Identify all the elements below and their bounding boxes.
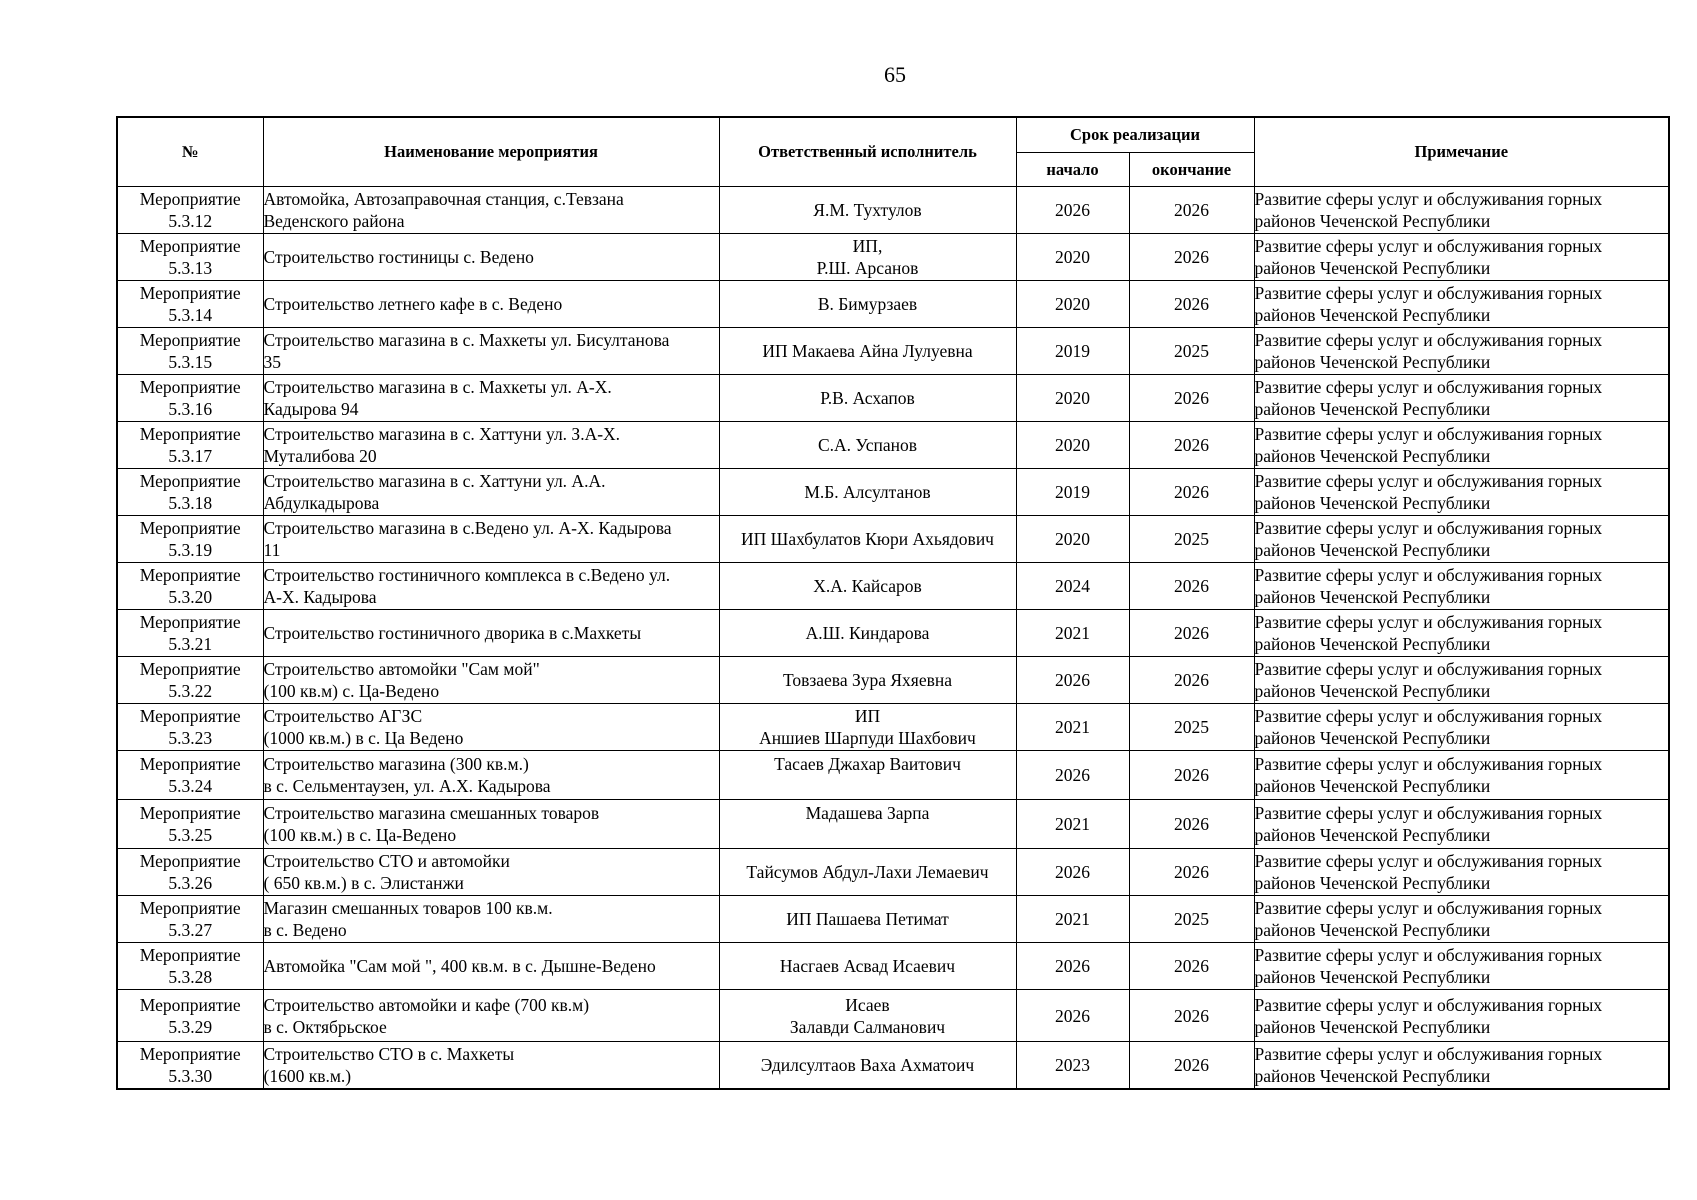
- cell-start-year: 2020: [1016, 516, 1129, 563]
- measure-name-line: Веденского района: [263, 211, 405, 231]
- cell-start-year: 2024: [1016, 563, 1129, 610]
- cell-start-year: 2026: [1016, 990, 1129, 1042]
- note-line: Развитие сферы услуг и обслуживания горных: [1254, 283, 1603, 303]
- measure-number-line: Мероприятие: [139, 565, 241, 585]
- table-row: [117, 375, 1669, 422]
- executor-line: Мадашева Зарпа: [805, 803, 930, 823]
- table-row: [117, 469, 1669, 516]
- executor-line: А.Ш. Киндарова: [805, 623, 930, 643]
- cell-note: [1254, 610, 1669, 657]
- note-line: районов Чеченской Республики: [1254, 873, 1491, 893]
- table-row: [117, 1042, 1669, 1090]
- measure-name-line: Магазин смешанных товаров 100 кв.м.: [263, 898, 553, 918]
- cell-note: [1254, 563, 1669, 610]
- measure-name-line: Кадырова 94: [263, 399, 359, 419]
- cell-end-year: 2026: [1129, 469, 1254, 516]
- table-row: [117, 800, 1669, 849]
- measure-name-line: Строительство АГЗС: [263, 706, 423, 726]
- note-line: районов Чеченской Республики: [1254, 211, 1491, 231]
- measure-name-line: Строительство магазина смешанных товаров: [263, 803, 600, 823]
- cell-measure-name: [263, 469, 719, 516]
- executor-line: Насгаев Асвад Исаевич: [779, 956, 956, 976]
- cell-executor: [719, 896, 1016, 943]
- executor-line: Товзаева Зура Яхяевна: [782, 670, 953, 690]
- measure-name-line: Строительство гостиничного дворика в с.Махкеты: [263, 623, 642, 643]
- table-row: [117, 234, 1669, 281]
- executor-line: С.А. Успанов: [817, 435, 917, 455]
- measure-name-line: Строительство гостиничного комплекса в с.Ведено ул.: [263, 565, 671, 585]
- measure-name-line: Строительство магазина в с. Махкеты ул. Бисултанова: [263, 330, 670, 350]
- cell-start-year: 2021: [1016, 800, 1129, 849]
- header-start: начало: [1016, 153, 1129, 187]
- cell-end-year: 2025: [1129, 704, 1254, 751]
- note-line: Развитие сферы услуг и обслуживания горных: [1254, 659, 1603, 679]
- table-row: [117, 896, 1669, 943]
- cell-note: [1254, 800, 1669, 849]
- cell-start-year: 2020: [1016, 375, 1129, 422]
- cell-number: [117, 751, 263, 800]
- cell-executor: [719, 328, 1016, 375]
- table-row: [117, 990, 1669, 1042]
- measure-number-line: 5.3.25: [168, 825, 213, 845]
- measure-name-line: (100 кв.м) с. Ца-Ведено: [263, 681, 440, 701]
- measure-name-line: Строительство магазина в с. Хаттуни ул. З.А-Х.: [263, 424, 621, 444]
- cell-end-year: 2026: [1129, 849, 1254, 896]
- measure-number-line: Мероприятие: [139, 471, 241, 491]
- table-row: [117, 281, 1669, 328]
- measures-table: [116, 116, 1670, 1090]
- table-row: [117, 943, 1669, 990]
- cell-measure-name: [263, 751, 719, 800]
- cell-executor: [719, 800, 1016, 849]
- cell-note: [1254, 516, 1669, 563]
- cell-number: [117, 849, 263, 896]
- executor-line: Тасаев Джахар Ваитович: [774, 754, 961, 774]
- measure-name-line: Строительство гостиницы с. Ведено: [263, 247, 534, 267]
- measure-number-line: 5.3.14: [168, 305, 213, 325]
- note-line: районов Чеченской Республики: [1254, 399, 1491, 419]
- cell-note: [1254, 281, 1669, 328]
- cell-number: [117, 516, 263, 563]
- measure-name-line: Строительство магазина (300 кв.м.): [263, 754, 529, 774]
- executor-line: М.Б. Алсултанов: [804, 482, 931, 502]
- measure-number-line: 5.3.22: [168, 681, 213, 701]
- executor-line: Аншиев Шарпуди Шахбович: [759, 728, 976, 748]
- cell-end-year: 2026: [1129, 422, 1254, 469]
- note-line: Развитие сферы услуг и обслуживания горных: [1254, 189, 1603, 209]
- page-number: 65: [884, 62, 906, 87]
- table-row: [117, 610, 1669, 657]
- measure-number-line: 5.3.15: [168, 352, 213, 372]
- cell-start-year: 2019: [1016, 469, 1129, 516]
- measure-name-line: ( 650 кв.м.) в с. Элистанжи: [263, 873, 464, 893]
- cell-number: [117, 657, 263, 704]
- cell-start-year: 2020: [1016, 422, 1129, 469]
- note-line: Развитие сферы услуг и обслуживания горных: [1254, 803, 1603, 823]
- cell-executor: [719, 281, 1016, 328]
- cell-end-year: 2026: [1129, 751, 1254, 800]
- cell-executor: [719, 469, 1016, 516]
- cell-note: [1254, 328, 1669, 375]
- cell-start-year: 2026: [1016, 187, 1129, 234]
- cell-note: [1254, 849, 1669, 896]
- measure-name-line: Строительство СТО и автомойки: [263, 851, 510, 871]
- cell-end-year: 2026: [1129, 990, 1254, 1042]
- note-line: районов Чеченской Республики: [1254, 305, 1491, 325]
- cell-number: [117, 896, 263, 943]
- note-line: районов Чеченской Республики: [1254, 634, 1491, 654]
- executor-line: Исаев: [845, 994, 890, 1015]
- executor-line: Р.Ш. Арсанов: [816, 258, 919, 278]
- note-line: районов Чеченской Республики: [1254, 920, 1491, 940]
- cell-measure-name: [263, 849, 719, 896]
- note-line: Развитие сферы услуг и обслуживания горных: [1254, 994, 1603, 1015]
- measure-number-line: Мероприятие: [139, 612, 241, 632]
- executor-line: ИП Макаева Айна Лулуевна: [762, 341, 973, 361]
- measure-name-line: в с. Октябрьское: [263, 1016, 387, 1037]
- cell-number: [117, 1042, 263, 1090]
- cell-start-year: 2026: [1016, 849, 1129, 896]
- measure-name-line: Строительство автомойки "Сам мой": [263, 659, 540, 679]
- header-notes: Примечание: [1254, 117, 1669, 187]
- measure-number-line: Мероприятие: [139, 377, 241, 397]
- measure-name-line: Абдулкадырова: [263, 493, 380, 513]
- executor-line: ИП Шахбулатов Кюри Ахьядович: [741, 529, 994, 549]
- measure-number-line: 5.3.12: [168, 211, 213, 231]
- note-line: Развитие сферы услуг и обслуживания горных: [1254, 945, 1603, 965]
- measure-name-line: Строительство летнего кафе в с. Ведено: [263, 294, 563, 314]
- cell-note: [1254, 375, 1669, 422]
- table-row: [117, 187, 1669, 234]
- note-line: Развитие сферы услуг и обслуживания горных: [1254, 518, 1603, 538]
- table-row: [117, 328, 1669, 375]
- cell-executor: [719, 849, 1016, 896]
- cell-end-year: 2026: [1129, 187, 1254, 234]
- cell-start-year: 2023: [1016, 1042, 1129, 1090]
- measure-name-line: Строительство СТО в с. Махкеты: [263, 1044, 515, 1064]
- measure-name-line: Строительство автомойки и кафе (700 кв.м): [263, 994, 590, 1015]
- measure-number-line: Мероприятие: [139, 1044, 241, 1064]
- cell-end-year: 2026: [1129, 1042, 1254, 1090]
- note-line: Развитие сферы услуг и обслуживания горных: [1254, 754, 1603, 774]
- note-line: Развитие сферы услуг и обслуживания горных: [1254, 612, 1603, 632]
- cell-note: [1254, 187, 1669, 234]
- cell-executor: [719, 563, 1016, 610]
- note-line: районов Чеченской Республики: [1254, 1016, 1491, 1037]
- cell-measure-name: [263, 1042, 719, 1090]
- table-row: [117, 751, 1669, 800]
- measure-number-line: 5.3.17: [168, 446, 213, 466]
- measure-number-line: 5.3.20: [168, 587, 213, 607]
- cell-measure-name: [263, 704, 719, 751]
- header-measure-name: Наименование мероприятия: [263, 117, 719, 187]
- note-line: районов Чеченской Республики: [1254, 446, 1491, 466]
- cell-number: [117, 800, 263, 849]
- cell-measure-name: [263, 422, 719, 469]
- measure-number-line: Мероприятие: [139, 706, 241, 726]
- cell-note: [1254, 234, 1669, 281]
- measure-number-line: 5.3.21: [168, 634, 213, 654]
- cell-measure-name: [263, 943, 719, 990]
- table-row: [117, 563, 1669, 610]
- measure-name-line: (100 кв.м.) в с. Ца-Ведено: [263, 825, 457, 845]
- executor-line: ИП: [854, 706, 881, 726]
- note-line: районов Чеченской Республики: [1254, 1066, 1491, 1086]
- cell-executor: [719, 704, 1016, 751]
- measure-name-line: Строительство магазина в с. Хаттуни ул. А.А.: [263, 471, 606, 491]
- cell-start-year: 2021: [1016, 610, 1129, 657]
- cell-number: [117, 328, 263, 375]
- note-line: районов Чеченской Республики: [1254, 681, 1491, 701]
- cell-measure-name: [263, 800, 719, 849]
- measure-number-line: 5.3.28: [168, 967, 213, 987]
- cell-end-year: 2026: [1129, 800, 1254, 849]
- cell-number: [117, 943, 263, 990]
- cell-end-year: 2026: [1129, 657, 1254, 704]
- cell-note: [1254, 422, 1669, 469]
- note-line: Развитие сферы услуг и обслуживания горных: [1254, 330, 1603, 350]
- measure-number-line: Мероприятие: [139, 236, 241, 256]
- measure-name-line: (1000 кв.м.) в с. Ца Ведено: [263, 728, 464, 748]
- cell-start-year: 2021: [1016, 896, 1129, 943]
- cell-start-year: 2019: [1016, 328, 1129, 375]
- executor-line: В. Бимурзаев: [817, 294, 918, 314]
- note-line: районов Чеченской Республики: [1254, 540, 1491, 560]
- measure-name-line: Муталибова 20: [263, 446, 377, 466]
- table-row: [117, 422, 1669, 469]
- measure-name-line: Автомойка, Автозаправочная станция, с.Тевзана: [263, 189, 624, 209]
- executor-line: Залавди Салманович: [789, 1016, 946, 1037]
- note-line: Развитие сферы услуг и обслуживания горных: [1254, 706, 1603, 726]
- measure-number-line: 5.3.23: [168, 728, 213, 748]
- table-row: [117, 849, 1669, 896]
- table-header-row: [117, 117, 1669, 153]
- table-row: [117, 704, 1669, 751]
- cell-note: [1254, 943, 1669, 990]
- measure-number-line: Мероприятие: [139, 518, 241, 538]
- measure-name-line: 11: [263, 540, 281, 560]
- measure-number-line: 5.3.29: [168, 1016, 213, 1037]
- cell-note: [1254, 657, 1669, 704]
- executor-line: Эдилсултаов Ваха Ахматоич: [760, 1055, 975, 1075]
- measure-number-line: Мероприятие: [139, 754, 241, 774]
- cell-end-year: 2026: [1129, 281, 1254, 328]
- executor-line: ИП Пашаева Петимат: [786, 909, 949, 929]
- cell-end-year: 2026: [1129, 943, 1254, 990]
- measure-number-line: Мероприятие: [139, 189, 241, 209]
- cell-start-year: 2020: [1016, 234, 1129, 281]
- executor-line: Я.М. Тухтулов: [813, 200, 922, 220]
- cell-executor: [719, 943, 1016, 990]
- cell-number: [117, 375, 263, 422]
- cell-executor: [719, 234, 1016, 281]
- measure-number-line: Мероприятие: [139, 659, 241, 679]
- note-line: Развитие сферы услуг и обслуживания горных: [1254, 471, 1603, 491]
- cell-note: [1254, 751, 1669, 800]
- measure-number-line: 5.3.24: [168, 776, 213, 796]
- cell-number: [117, 281, 263, 328]
- cell-note: [1254, 1042, 1669, 1090]
- cell-measure-name: [263, 896, 719, 943]
- note-line: районов Чеченской Республики: [1254, 587, 1491, 607]
- measure-name-line: в с. Сельментаузен, ул. А.Х. Кадырова: [263, 776, 551, 796]
- executor-line: Р.В. Асхапов: [820, 388, 915, 408]
- header-executor: Ответственный исполнитель: [719, 117, 1016, 187]
- cell-number: [117, 234, 263, 281]
- cell-note: [1254, 990, 1669, 1042]
- cell-executor: [719, 610, 1016, 657]
- cell-number: [117, 990, 263, 1042]
- header-period: Срок реализации: [1016, 117, 1254, 153]
- header-number: №: [117, 117, 263, 187]
- cell-executor: [719, 375, 1016, 422]
- measure-name-line: Автомойка "Сам мой ", 400 кв.м. в с. Дышне-Ведено: [263, 956, 656, 976]
- measure-number-line: 5.3.27: [168, 920, 213, 940]
- cell-number: [117, 422, 263, 469]
- measure-number-line: 5.3.18: [168, 493, 213, 513]
- cell-end-year: 2025: [1129, 896, 1254, 943]
- executor-line: ИП,: [852, 236, 883, 256]
- measure-number-line: Мероприятие: [139, 803, 241, 823]
- cell-number: [117, 563, 263, 610]
- cell-measure-name: [263, 657, 719, 704]
- note-line: Развитие сферы услуг и обслуживания горных: [1254, 236, 1603, 256]
- note-line: Развитие сферы услуг и обслуживания горных: [1254, 377, 1603, 397]
- measure-number-line: 5.3.30: [168, 1066, 213, 1086]
- note-line: районов Чеченской Республики: [1254, 728, 1491, 748]
- measure-name-line: Строительство магазина в с.Ведено ул. А-Х. Кадырова: [263, 518, 672, 538]
- note-line: районов Чеченской Республики: [1254, 258, 1491, 278]
- note-line: Развитие сферы услуг и обслуживания горных: [1254, 565, 1603, 585]
- cell-measure-name: [263, 563, 719, 610]
- measure-name-line: в с. Ведено: [263, 920, 347, 940]
- cell-note: [1254, 896, 1669, 943]
- measure-number-line: 5.3.16: [168, 399, 213, 419]
- measure-number-line: 5.3.19: [168, 540, 213, 560]
- measure-number-line: Мероприятие: [139, 283, 241, 303]
- note-line: Развитие сферы услуг и обслуживания горных: [1254, 898, 1603, 918]
- executor-line: Тайсумов Абдул-Лахи Лемаевич: [746, 862, 989, 882]
- cell-note: [1254, 469, 1669, 516]
- cell-executor: [719, 990, 1016, 1042]
- measure-number-line: Мероприятие: [139, 851, 241, 871]
- cell-measure-name: [263, 516, 719, 563]
- note-line: районов Чеченской Республики: [1254, 352, 1491, 372]
- note-line: районов Чеченской Республики: [1254, 493, 1491, 513]
- cell-measure-name: [263, 187, 719, 234]
- measure-number-line: Мероприятие: [139, 898, 241, 918]
- measure-number-line: Мероприятие: [139, 994, 241, 1015]
- measure-number-line: Мероприятие: [139, 945, 241, 965]
- measure-number-line: 5.3.13: [168, 258, 213, 278]
- cell-end-year: 2025: [1129, 516, 1254, 563]
- measure-name-line: А-Х. Кадырова: [263, 587, 377, 607]
- table-body: [117, 187, 1669, 1090]
- cell-measure-name: [263, 234, 719, 281]
- measure-number-line: 5.3.26: [168, 873, 213, 893]
- measure-name-line: (1600 кв.м.): [263, 1066, 352, 1086]
- measure-name-line: 35: [263, 352, 281, 372]
- note-line: районов Чеченской Республики: [1254, 825, 1491, 845]
- cell-start-year: 2020: [1016, 281, 1129, 328]
- note-line: районов Чеченской Республики: [1254, 776, 1491, 796]
- cell-measure-name: [263, 610, 719, 657]
- cell-number: [117, 610, 263, 657]
- note-line: Развитие сферы услуг и обслуживания горных: [1254, 424, 1603, 444]
- cell-measure-name: [263, 328, 719, 375]
- note-line: Развитие сферы услуг и обслуживания горных: [1254, 851, 1603, 871]
- note-line: Развитие сферы услуг и обслуживания горных: [1254, 1044, 1603, 1064]
- cell-start-year: 2021: [1016, 704, 1129, 751]
- cell-number: [117, 704, 263, 751]
- cell-start-year: 2026: [1016, 751, 1129, 800]
- cell-end-year: 2026: [1129, 563, 1254, 610]
- cell-executor: [719, 657, 1016, 704]
- executor-line: Х.А. Кайсаров: [813, 576, 922, 596]
- cell-number: [117, 469, 263, 516]
- cell-number: [117, 187, 263, 234]
- cell-executor: [719, 516, 1016, 563]
- cell-end-year: 2026: [1129, 375, 1254, 422]
- cell-end-year: 2026: [1129, 610, 1254, 657]
- cell-end-year: 2025: [1129, 328, 1254, 375]
- cell-executor: [719, 187, 1016, 234]
- table-row: [117, 657, 1669, 704]
- note-line: районов Чеченской Республики: [1254, 967, 1491, 987]
- cell-end-year: 2026: [1129, 234, 1254, 281]
- measure-name-line: Строительство магазина в с. Махкеты ул. А-Х.: [263, 377, 612, 397]
- cell-measure-name: [263, 281, 719, 328]
- header-end: окончание: [1129, 153, 1254, 187]
- cell-start-year: 2026: [1016, 657, 1129, 704]
- cell-executor: [719, 751, 1016, 800]
- cell-start-year: 2026: [1016, 943, 1129, 990]
- cell-executor: [719, 1042, 1016, 1090]
- cell-note: [1254, 704, 1669, 751]
- measure-number-line: Мероприятие: [139, 424, 241, 444]
- cell-measure-name: [263, 375, 719, 422]
- table-row: [117, 516, 1669, 563]
- cell-executor: [719, 422, 1016, 469]
- measure-number-line: Мероприятие: [139, 330, 241, 350]
- cell-measure-name: [263, 990, 719, 1042]
